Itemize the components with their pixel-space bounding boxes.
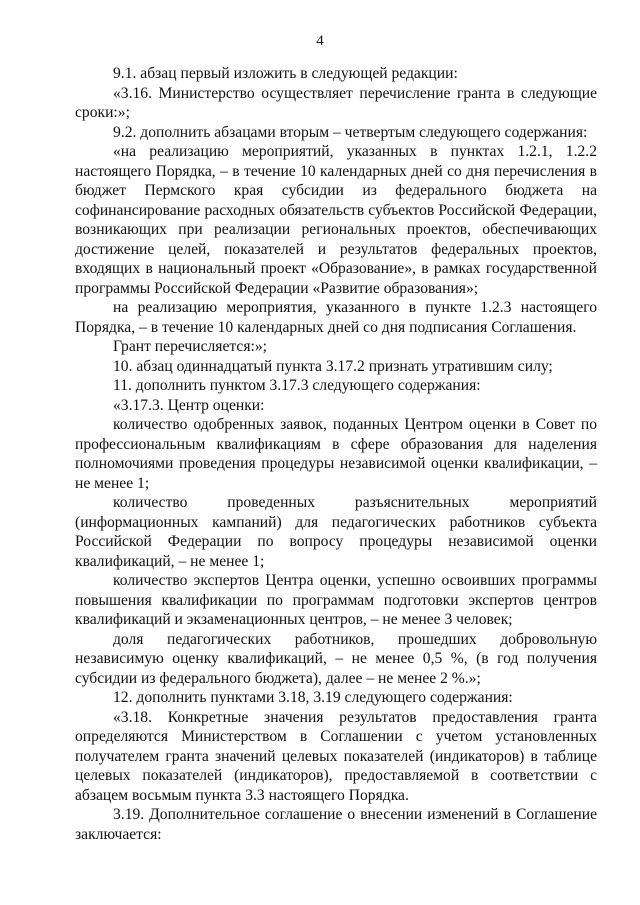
paragraph-3-17-3-heading: «3.17.3. Центр оценки: — [113, 396, 265, 414]
paragraph-10: 10. абзац одиннадцатый пункта 3.17.2 признать утратившим силу; — [113, 357, 553, 375]
page-number: 4 — [316, 33, 324, 49]
paragraph-3-18: «3.18. Конкретные значения результатов предоставления гранта определяются Министерством в Соглашении с учетом установленных получателем гранта значений целевых показателей (индикаторов) в таблице целевых показателей (индикаторов), предоставляемой в соответствии с абзацем восьмым пункта 3.3 настоящего Порядка. — [75, 708, 597, 804]
paragraph-grant-measures-1-2-1: «на реализацию мероприятий, указанных в пунктах 1.2.1, 1.2.2 настоящего Порядка, – в течение 10 календарных дней со дня перечисления в бюджет Пермского края субсидии из федерального бюджета на софинансирование расходных обязательств субъектов Российской Федерации, возникающих при реализации региональных проектов, обеспечивающих достижение целей, показателей и результатов федеральных проектов, входящих в национальный проект «Образование», в рамках государственной программы Российской Федерации «Развитие образования»; — [75, 143, 597, 297]
paragraph-12: 12. дополнить пунктами 3.18, 3.19 следующего содержания: — [113, 689, 513, 706]
paragraph-3-19: 3.19. Дополнительное соглашение о внесении изменений в Соглашение заключается: — [75, 806, 597, 843]
paragraph-9-1: 9.1. абзац первый изложить в следующей редакции: — [113, 65, 458, 82]
document-body — [75, 64, 597, 844]
paragraph-approved-applications: количество одобренных заявок, поданных Центром оценки в Совет по профессиональным квалификациям в сфере образования для наделения полномочиями проведения процедуры независимой оценки квалификации, – не менее 1; — [75, 416, 597, 492]
paragraph-explanatory-events: количество проведенных разъяснительных мероприятий (информационных кампаний) для педагогических работников субъекта Российской Федерации по вопросу процедуры независимой оценки квалификаций, – не менее 1; — [75, 494, 597, 570]
paragraph-11: 11. дополнить пунктом 3.17.3 следующего содержания: — [113, 377, 481, 394]
paragraph-experts-count: количество экспертов Центра оценки, успешно освоивших программы повышения квалификации по программам подготовки экспертов центров квалификаций и экзаменационных центров, – не менее 3 человек; — [75, 572, 597, 628]
paragraph-grant-measure-1-2-3: на реализацию мероприятия, указанного в пункте 1.2.3 настоящего Порядка, – в течение 10 календарных дней со дня подписания Соглашения. — [75, 299, 597, 336]
paragraph-teachers-share: доля педагогических работников, прошедших добровольную независимую оценку квалификаций, – не менее 0,5 %, (в год получения субсидии из федерального бюджета), далее – не менее 2 %.»; — [75, 630, 597, 687]
paragraph-3-16-quote: «3.16. Министерство осуществляет перечисление гранта в следующие сроки:»; — [75, 84, 597, 121]
paragraph-9-2: 9.2. дополнить абзацами вторым – четвертым следующего содержания: — [113, 123, 588, 141]
paragraph-grant-transferred: Грант перечисляется:»; — [113, 338, 267, 355]
